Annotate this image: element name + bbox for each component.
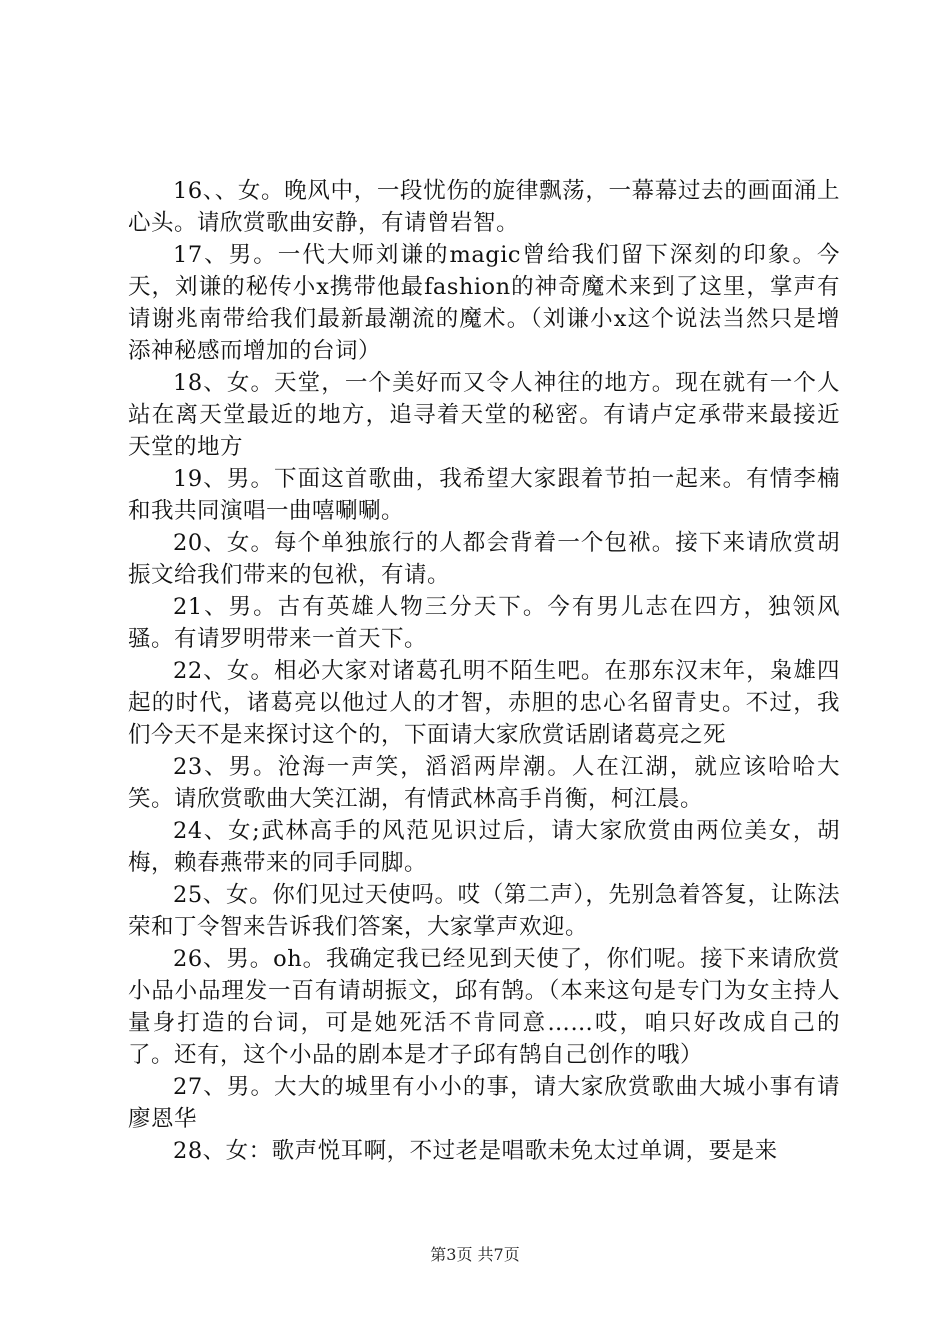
paragraph-24: 24、女;武林高手的风范见识过后，请大家欣赏由两位美女，胡梅，赖春燕带来的同手同脚。 [128, 818, 840, 876]
paragraph-20: 20、女。每个单独旅行的人都会背着一个包袱。接下来请欣赏胡振文给我们带来的包袱，有请。 [128, 530, 840, 588]
paragraph-28: 28、女：歌声悦耳啊，不过老是唱歌未免太过单调，要是来 [173, 1138, 778, 1164]
paragraph-21: 21、男。古有英雄人物三分天下。今有男儿志在四方，独领风骚。有请罗明带来一首天下。 [128, 594, 840, 652]
paragraph-16: 16、、女。晚风中，一段忧伤的旋律飘荡，一幕幕过去的画面涌上心头。请欣赏歌曲安静，有请曾岩智。 [128, 178, 840, 236]
paragraph-19: 19、男。下面这首歌曲，我希望大家跟着节拍一起来。有情李楠和我共同演唱一曲嘻唰唰。 [128, 466, 840, 524]
paragraph-26: 26、男。oh。我确定我已经见到天使了，你们呢。接下来请欣赏小品小品理发一百有请胡振文，邱有鹄。（本来这句是专门为女主持人量身打造的台词，可是她死活不肯同意……哎，咱只好改成自己的了。还有，这个小品的剧本是才子邱有鹄自己创作的哦） [128, 946, 840, 1068]
paragraph-18: 18、女。天堂，一个美好而又令人神往的地方。现在就有一个人站在离天堂最近的地方，追寻着天堂的秘密。有请卢定承带来最接近天堂的地方 [128, 370, 840, 460]
paragraph-27: 27、男。大大的城里有小小的事，请大家欣赏歌曲大城小事有请廖恩华 [128, 1074, 840, 1132]
paragraph-17: 17、男。一代大师刘谦的magic曾给我们留下深刻的印象。今天，刘谦的秘传小x携带他最fashion的神奇魔术来到了这里，掌声有请谢兆南带给我们最新最潮流的魔术。（刘谦小x这个说法当然只是增添神秘感而增加的台词） [128, 242, 840, 364]
document-body [128, 175, 840, 1167]
paragraph-23: 23、男。沧海一声笑，滔滔两岸潮。人在江湖，就应该哈哈大笑。请欣赏歌曲大笑江湖，有情武林高手肖衡，柯江晨。 [128, 754, 840, 812]
paragraph-25: 25、女。你们见过天使吗。哎（第二声），先别急着答复，让陈法荣和丁令智来告诉我们答案，大家掌声欢迎。 [128, 882, 840, 940]
paragraph-22: 22、女。相必大家对诸葛孔明不陌生吧。在那东汉末年，枭雄四起的时代，诸葛亮以他过人的才智，赤胆的忠心名留青史。不过，我们今天不是来探讨这个的，下面请大家欣赏话剧诸葛亮之死 [128, 658, 840, 748]
page-number-footer: 第3页 共7页 [430, 1245, 520, 1264]
